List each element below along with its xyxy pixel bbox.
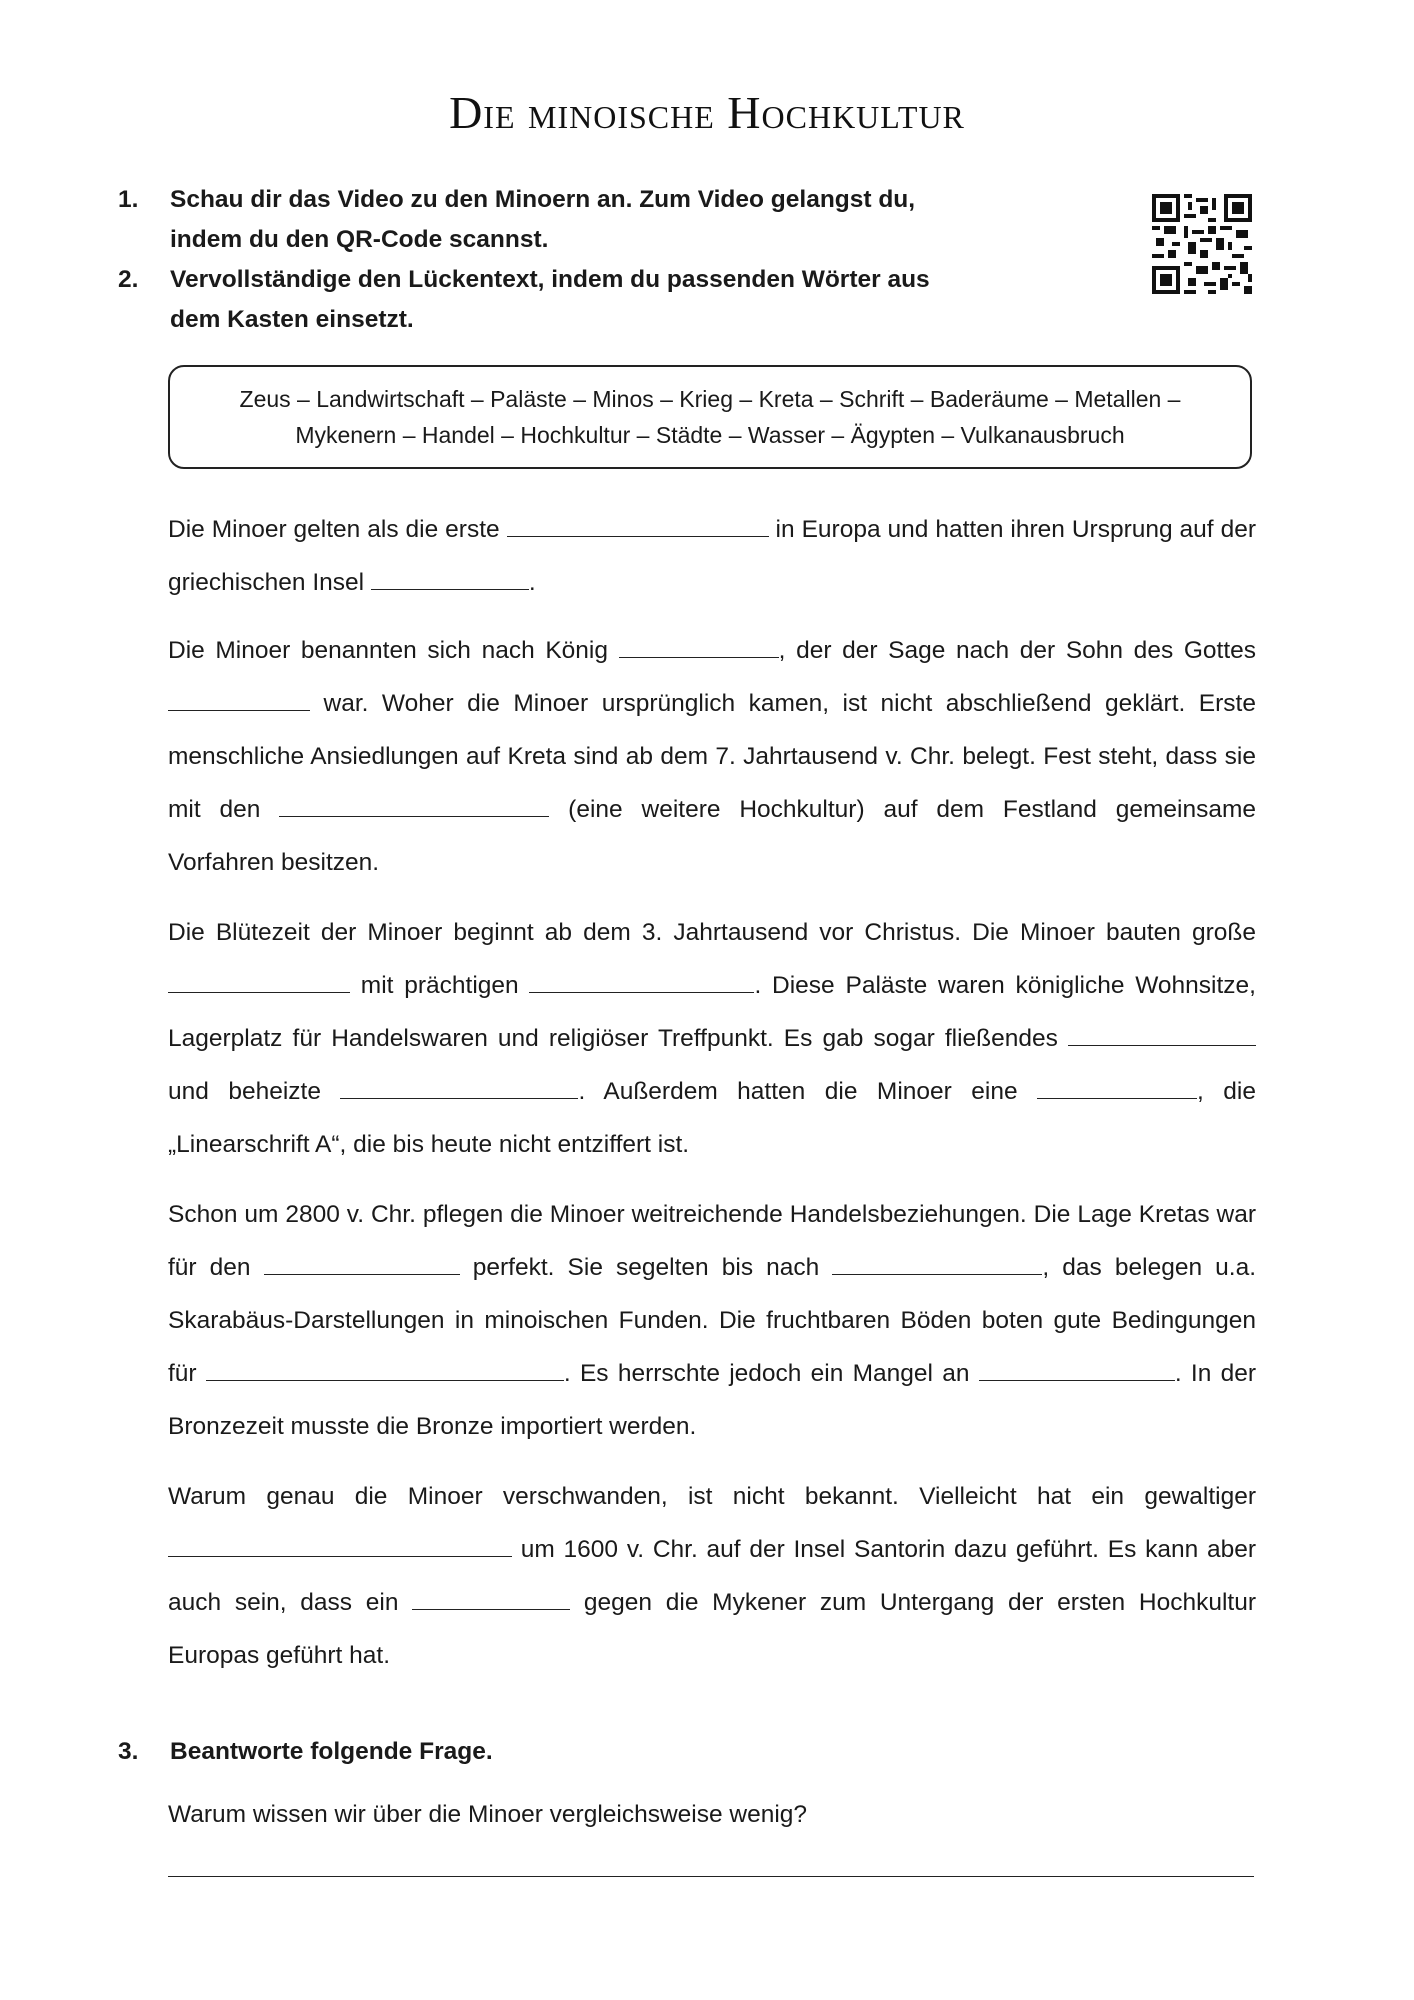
cloze-text: war. Woher die Minoer ursprünglich kamen, ist nicht abschließend geklärt. Erste menschliche Ansiedlungen auf Kreta sind ab dem 7. Jahrtausend v. Chr. belegt. Fest steht, dass sie mit den xyxy=(168,690,1256,823)
blank-field[interactable] xyxy=(371,567,529,590)
blank-field[interactable] xyxy=(168,970,350,993)
cloze-text: , das belegen u.a. Skarabäus-Darstellungen in minoischen Funden. Die fruchtbaren Böden boten gute Bedingungen für xyxy=(168,1254,1257,1387)
blank-field[interactable] xyxy=(529,970,754,993)
task-number: 3. xyxy=(118,1738,139,1765)
cloze-text: . Es herrschte jedoch ein Mangel an xyxy=(563,1360,970,1387)
cloze-text: in Europa und hatten ihren Ursprung auf der griechischen Insel xyxy=(168,516,1256,596)
cloze-text: . Außerdem hatten die Minoer eine xyxy=(578,1078,1018,1105)
cloze-paragraph-4 xyxy=(168,1188,1256,1453)
task-number: 1. xyxy=(118,186,139,213)
cloze-text: (eine weitere Hochkultur) auf dem Festland gemeinsame Vorfahren besitzen. xyxy=(168,796,1257,876)
blank-field[interactable] xyxy=(264,1252,460,1275)
blank-field[interactable] xyxy=(832,1252,1042,1275)
cloze-text: Warum genau die Minoer verschwanden, ist nicht bekannt. Vielleicht hat ein gewaltiger xyxy=(168,1483,1256,1510)
cloze-text: . Diese Paläste waren königliche Wohnsitze, Lagerplatz für Handelswaren und religiöser Treffpunkt. Es gab sogar fließendes xyxy=(168,972,1256,1052)
task-text: Schau dir das Video zu den Minoern an. Zum Video gelangst du, indem du den QR-Code scannst. xyxy=(170,186,916,253)
blank-field[interactable] xyxy=(279,794,549,817)
cloze-text: und beheizte xyxy=(168,1078,321,1105)
blank-field[interactable] xyxy=(168,688,310,711)
blank-field[interactable] xyxy=(340,1076,578,1099)
cloze-paragraph-5 xyxy=(168,1470,1256,1682)
blank-field[interactable] xyxy=(168,1534,512,1557)
cloze-text: . xyxy=(528,569,536,596)
cloze-paragraph-3 xyxy=(168,906,1256,1171)
cloze-text: , der der Sage nach der Sohn des Gottes xyxy=(778,637,1256,664)
task-text: Vervollständige den Lückentext, indem du passenden Wörter aus dem Kasten einsetzt. xyxy=(170,266,930,333)
page-title: Die minoische Hochkultur xyxy=(449,87,965,138)
task-list xyxy=(118,180,1108,340)
cloze-text: Die Minoer gelten als die erste xyxy=(168,516,500,543)
word-bank-line: Mykenern – Handel – Hochkultur – Städte – Wasser – Ägypten – Vulkanausbruch xyxy=(295,422,1125,448)
cloze-text: um 1600 v. Chr. auf der Insel Santorin dazu geführt. Es kann aber auch sein, dass ein xyxy=(168,1536,1257,1616)
blank-field[interactable] xyxy=(206,1358,564,1381)
task-2 xyxy=(118,260,1108,340)
blank-field[interactable] xyxy=(1068,1023,1256,1046)
blank-field[interactable] xyxy=(619,635,779,658)
blank-field[interactable] xyxy=(412,1587,570,1610)
task-1 xyxy=(118,180,1108,260)
word-bank-line: Zeus – Landwirtschaft – Paläste – Minos – Krieg – Kreta – Schrift – Baderäume – Metallen – xyxy=(239,386,1181,412)
qr-code-icon[interactable] xyxy=(1152,194,1252,294)
blank-field[interactable] xyxy=(1037,1076,1197,1099)
cloze-text: Die Minoer benannten sich nach König xyxy=(168,637,608,664)
cloze-text: mit prächtigen xyxy=(360,972,519,999)
answer-line[interactable] xyxy=(168,1876,1254,1877)
cloze-text: Die Blütezeit der Minoer beginnt ab dem 3. Jahrtausend vor Christus. Die Minoer bauten große xyxy=(168,919,1256,946)
cloze-text: . In der Bronzezeit musste die Bronze importiert werden. xyxy=(168,1360,1257,1440)
cloze-text: Schon um 2800 v. Chr. pflegen die Minoer weitreichende Handelsbeziehungen. Die Lage Kretas war für den xyxy=(168,1201,1256,1281)
cloze-paragraph-2 xyxy=(168,624,1256,889)
blank-field[interactable] xyxy=(979,1358,1175,1381)
cloze-text: , die „Linearschrift A“, die bis heute nicht entziffert ist. xyxy=(168,1078,1257,1158)
cloze-paragraph-1 xyxy=(168,503,1256,609)
task-3 xyxy=(118,1732,1258,1772)
word-bank xyxy=(168,365,1252,469)
question-text: Warum wissen wir über die Minoer vergleichsweise wenig? xyxy=(168,1801,808,1828)
cloze-text: perfekt. Sie segelten bis nach xyxy=(472,1254,820,1281)
task-number: 2. xyxy=(118,266,139,293)
task-text: Beantworte folgende Frage. xyxy=(170,1738,493,1765)
cloze-text: gegen die Mykener zum Untergang der ersten Hochkultur Europas geführt hat. xyxy=(168,1589,1256,1669)
blank-field[interactable] xyxy=(507,514,769,537)
